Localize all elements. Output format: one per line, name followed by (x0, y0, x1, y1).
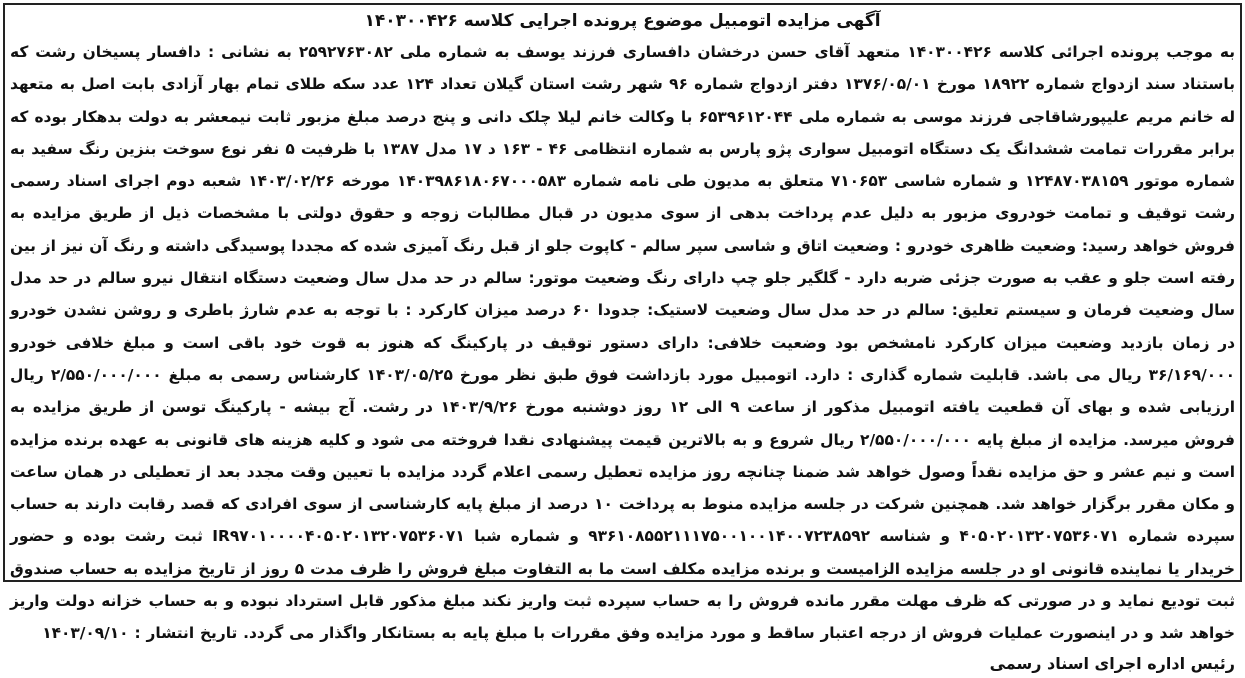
notice-paragraph: به موجب پرونده اجرائی کلاسه ۱۴۰۳۰۰۴۲۶ متعهد آقای حسن درخشان دافساری فرزند یوسف به شماره ملی ۲۵۹۲۷۶۳۰۸۲ به نشانی : دافسار پسیخان رشت که باستناد سند ازدواج شماره ۱۸۹۲۲ مورخ ۱۳۷۶/۰۵/۰۱ دفتر ازدواج شماره ۹۶ شهر رشت استان گیلان تعداد ۱۲۴ عدد سکه طلای تمام بهار آزادی بابت اصل به متعهد له خانم مریم علیپورشاقاجی فرزند موسی به شماره ملی ۶۵۳۹۶۱۲۰۴۴ با وکالت خانم لیلا چلک دانی و پنج درصد مبلغ مزبور ثابت نیمعشر به دولت بدهکار بوده که برابر مقررات تمامت ششدانگ یک دستگاه اتومبیل سواری پژو پارس به شماره انتظامی ۴۶ - ۱۶۳ د ۱۷ مدل ۱۳۸۷ با ظرفیت ۵ نفر نوع سوخت بنزین رنگ سفید به شماره موتور ۱۲۴۸۷۰۳۸۱۵۹ و شماره شاسی ۷۱۰۶۵۳ متعلق به مدیون طی نامه شماره ۱۴۰۳۹۸۶۱۸۰۶۷۰۰۰۵۸۳ مورخه ۱۴۰۳/۰۲/۲۶ شعبه دوم اجرای اسناد رسمی رشت توقیف و تمامت خودروی مزبور به دلیل عدم پرداخت بدهی از سوی مدیون در قبال مطالبات زوجه و حقوق دولتی با مشخصات ذیل از طریق مزایده به فروش خواهد رسید: وضعیت ظاهری خودرو : وضعیت اتاق و شاسی سپر سالم - کاپوت جلو از قبل رنگ آمیزی شده که مجددا پوسیدگی داشته و رنگ آن نیز از بین رفته است جلو و عقب به صورت جزئی ضربه دارد - گلگیر جلو چپ دارای رنگ وضعیت موتور: سالم در حد مدل سال وضعیت دستگاه انتقال نیرو سالم در حد مدل سال وضعیت فرمان و سیستم تعلیق: سالم در حد مدل سال وضعیت لاستیک: جدودا ۶۰ درصد میزان کارکرد : با توجه به عدم شارژ باطری و روشن نشدن خودرو در زمان بازدید وضعیت میزان کارکرد نامشخص بود وضعیت خلافی: دارای دستور توقیف در پارکینگ که هنوز به قوت خود باقی است و مبلغ خلافی خودرو ۳۶/۱۶۹/۰۰۰ ریال می باشد. قابلیت شماره گذاری : دارد. اتومبیل مورد بازداشت فوق طبق نظر مورخ ۱۴۰۳/۰۵/۲۵ کارشناس رسمی به مبلغ ۲/۵۵۰/۰۰۰/۰۰۰ ریال ارزیابی شده و بهای آن قطعیت یافته اتومبیل مذکور از ساعت ۹ الی ۱۲ روز دوشنبه مورخ ۱۴۰۳/۹/۲۶ در رشت. آج بیشه - پارکینگ توسن از طریق مزایده به فروش میرسد. مزایده از مبلغ پایه ۲/۵۵۰/۰۰۰/۰۰۰ ریال شروع و به بالاترین قیمت پیشنهادی نقدا فروخته می شود و کلیه هزینه های قانونی به عهده برنده مزایده است و نیم عشر و حق مزایده نقداً وصول خواهد شد ضمنا چنانچه روز مزایده تعطیل رسمی اعلام گردد مزایده با تعیین وقت مجدد بعد از تعطیلی در همان ساعت و مکان مقرر برگزار خواهد شد. همچنین شرکت در جلسه مزایده منوط به پرداخت ۱۰ درصد از مبلغ پایه کارشناسی از سوی افرادی که قصد رقابت دارند به حساب سپرده شماره ۴۰۵۰۲۰۱۳۲۰۷۵۳۶۰۷۱ و شناسه ۹۳۶۱۰۸۵۵۲۱۱۱۷۵۰۰۱۰۰۱۴۰۰۷۲۳۸۵۹۲ و شماره شبا IR۹۷۰۱۰۰۰۰۴۰۵۰۲۰۱۳۲۰۷۵۳۶۰۷۱ ثبت رشت بوده و حضور خریدار یا نماینده قانونی او در جلسه مزایده الزامیست و برنده مزایده مکلف است ما به التفاوت مبلغ فروش را ظرف مدت ۵ روز از تاریخ مزایده به حساب صندوق ثبت تودیع نماید و در صورتی که ظرف مهلت مقرر مانده فروش را به حساب سپرده ثبت واریز نکند مبلغ مذکور قابل استرداد نبوده و به حساب خزانه دولت واریز خواهد شد و در اینصورت عملیات فروش از درجه اعتبار ساقط و مورد مزایده وفق مقررات با مبلغ پایه به بستانکار واگذار می گردد. (10, 43, 1236, 643)
notice-signature: رئیس اداره اجرای اسناد رسمی (989, 653, 1235, 673)
notice-title: آگهی مزایده اتومبیل موضوع پرونده اجرایی کلاسه ۱۴۰۳۰۰۴۲۶ (364, 11, 881, 31)
notice-body (10, 36, 1235, 650)
publish-label: تاریخ انتشار : (134, 624, 238, 643)
publish-date: ۱۴۰۳/۰۹/۱۰ (42, 624, 129, 643)
